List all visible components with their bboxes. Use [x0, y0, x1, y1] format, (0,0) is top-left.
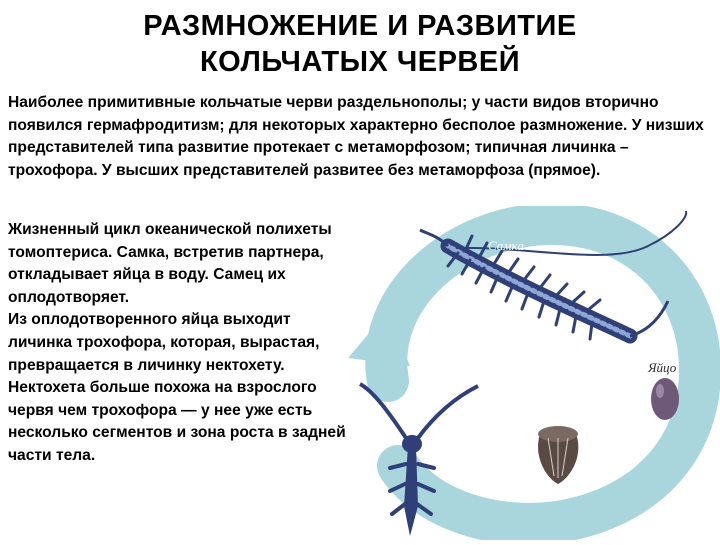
- label-female: Самка: [488, 238, 524, 253]
- title-line-1: РАЗМНОЖЕНИЕ И РАЗВИТИЕ: [143, 10, 577, 42]
- label-trochophore: Трохофора: [522, 404, 583, 419]
- trochophore-larva: [538, 426, 578, 484]
- tomopteris-life-cycle-illustration: [348, 206, 720, 540]
- life-cycle-paragraph-1: Жизненный цикл океанической полихеты томоптериса. Самка, встретив партнера, откладывает яйца в воду. Самец их оплодотворяет.: [8, 221, 332, 306]
- title-line-2: КОЛЬЧАТЫХ ЧЕРВЕЙ: [199, 46, 521, 78]
- page-title: [0, 8, 720, 80]
- intro-paragraph: Наиболее примитивные кольчатые черви раздельнополы; у части видов вторично появился гермафродитизм; для некоторых характерно бесполое размножение. У низших представителей типа развитие протекает с метаморфозом; типичная личинка – трохофора. У высших представителей развитее без метаморфоза (прямое).: [8, 94, 704, 179]
- life-cycle-paragraph-2: Из оплодотворенного яйца выходит личинка трохофора, которая, вырастая, превращается в личинку нектохету. Нектохета больше похожа на взрослого червя чем трохофора — у нее уже есть несколько сегментов и зона роста в задней части тела.: [8, 311, 346, 464]
- label-egg: Яйцо: [648, 360, 677, 375]
- egg: [651, 378, 679, 420]
- label-nectochaete: Нектохета: [408, 350, 473, 365]
- life-cycle-description: [8, 219, 358, 468]
